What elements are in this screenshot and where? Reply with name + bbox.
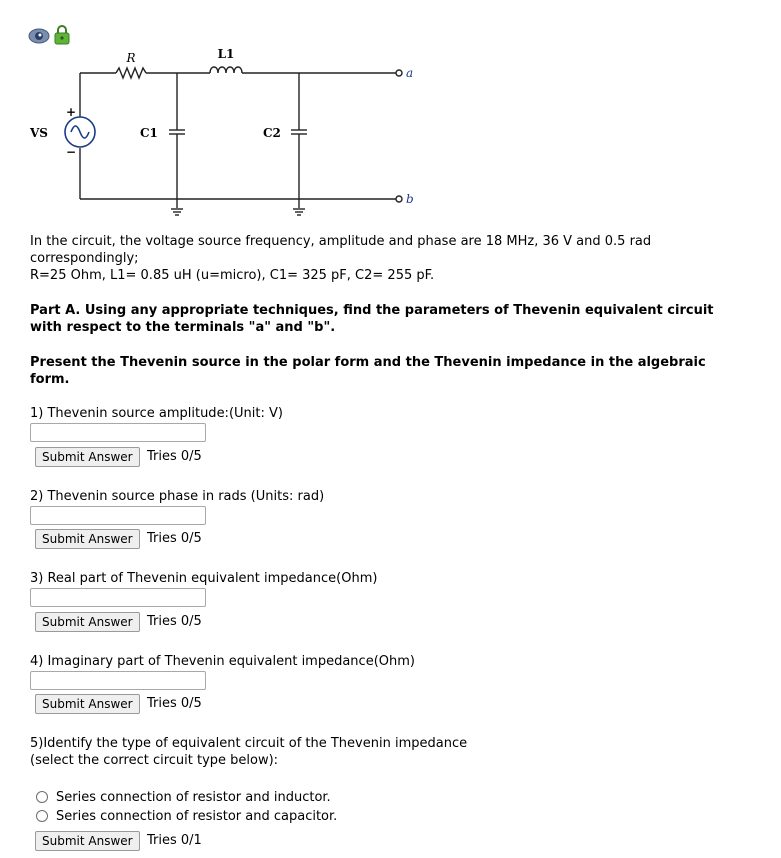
plus-label: + — [66, 105, 77, 119]
problem-line-2: correspondingly; — [30, 251, 139, 266]
circuit-diagram — [0, 40, 781, 230]
question-3-label: 3) Real part of Thevenin equivalent impedance(Ohm) — [30, 571, 378, 586]
option-label-resistor-inductor[interactable]: Series connection of resistor and inductor. — [56, 790, 331, 805]
part-a-heading-2: with respect to the terminals "a" and "b". — [30, 320, 336, 335]
question-2-submit-button[interactable]: Submit Answer — [35, 529, 140, 549]
problem-line-3: R=25 Ohm, L1= 0.85 uH (u=micro), C1= 325 pF, C2= 255 pF. — [30, 268, 435, 283]
question-2-label: 2) Thevenin source phase in rads (Units: rad) — [30, 489, 325, 504]
option-label-resistor-capacitor[interactable]: Series connection of resistor and capacitor. — [56, 809, 338, 824]
question-1-submit-button[interactable]: Submit Answer — [35, 447, 140, 467]
question-1-input[interactable] — [30, 423, 206, 442]
question-4-label: 4) Imaginary part of Thevenin equivalent impedance(Ohm) — [30, 654, 415, 669]
minus-label: − — [66, 145, 77, 159]
question-1-tries: Tries 0/5 — [147, 449, 202, 464]
question-2-tries: Tries 0/5 — [147, 531, 202, 546]
terminal-a-label: a — [406, 66, 414, 80]
question-1-label: 1) Thevenin source amplitude:(Unit: V) — [30, 406, 283, 421]
question-2-input[interactable] — [30, 506, 206, 525]
question-3-tries: Tries 0/5 — [147, 614, 202, 629]
present-instruction-2: form. — [30, 372, 70, 387]
question-3-submit-button[interactable]: Submit Answer — [35, 612, 140, 632]
question-4-submit-button[interactable]: Submit Answer — [35, 694, 140, 714]
question-5-label-1: 5)Identify the type of equivalent circuit of the Thevenin impedance — [30, 736, 468, 751]
question-4-tries: Tries 0/5 — [147, 696, 202, 711]
c1-label: C1 — [140, 126, 158, 140]
question-5-tries: Tries 0/1 — [147, 833, 202, 848]
present-instruction-1: Present the Thevenin source in the polar form and the Thevenin impedance in the algebraic — [30, 355, 706, 370]
inductor-label: L1 — [217, 47, 235, 61]
resistor-label: R — [126, 51, 136, 65]
c2-label: C2 — [263, 126, 281, 140]
problem-line-1: In the circuit, the voltage source frequency, amplitude and phase are 18 MHz, 36 V and 0.5 rad — [30, 234, 652, 249]
option-radio-resistor-capacitor[interactable] — [36, 810, 48, 822]
question-4-input[interactable] — [30, 671, 206, 690]
option-radio-resistor-inductor[interactable] — [36, 791, 48, 803]
question-5-submit-button[interactable]: Submit Answer — [35, 831, 140, 851]
part-a-heading-1: Part A. Using any appropriate techniques, find the parameters of Thevenin equivalent circuit — [30, 303, 714, 318]
question-5-label-2: (select the correct circuit type below): — [30, 753, 279, 768]
question-3-input[interactable] — [30, 588, 206, 607]
vs-label: VS — [30, 126, 48, 140]
terminal-b-label: b — [406, 192, 414, 206]
